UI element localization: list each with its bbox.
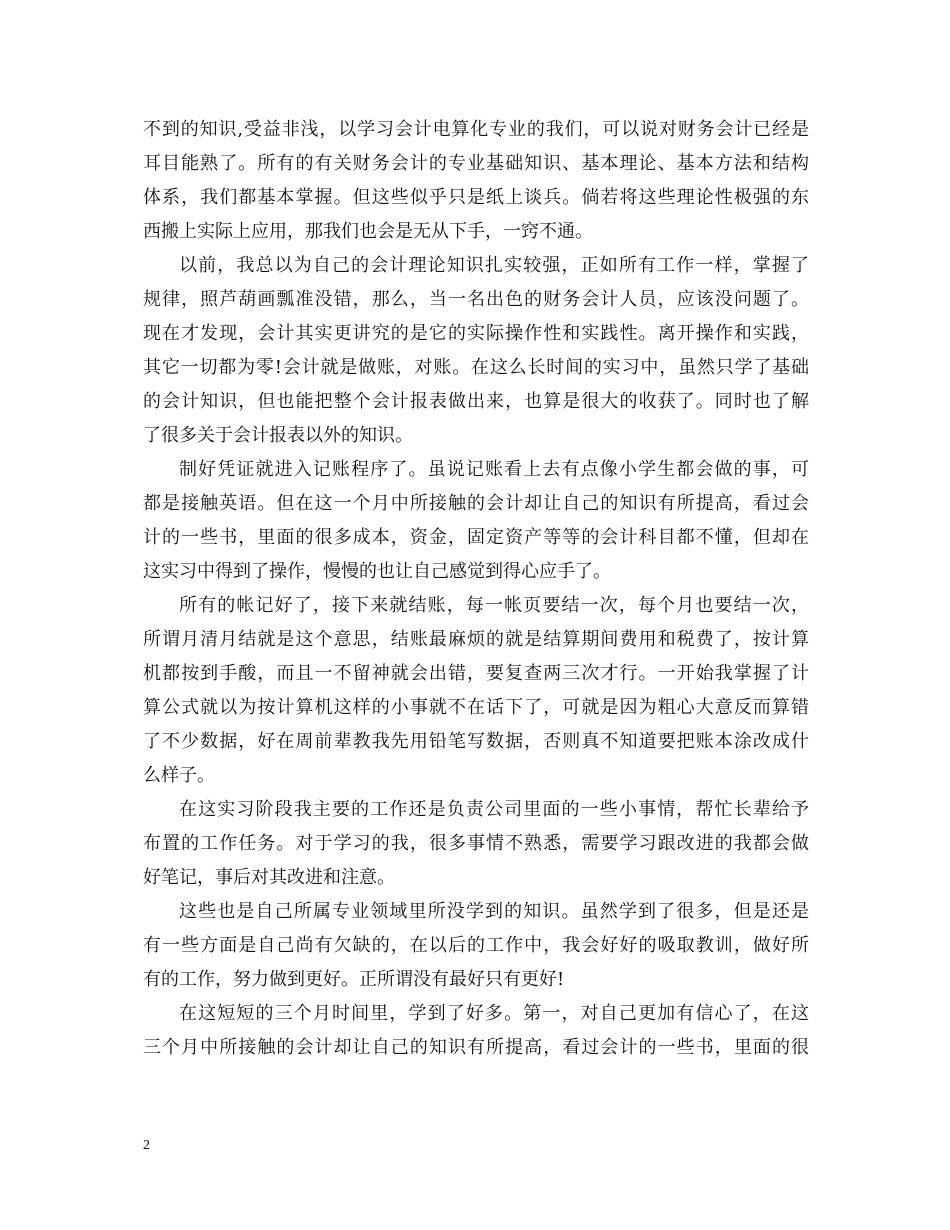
text-line: 在这短短的三个月时间里，学到了好多。第一，对自己更加有信心了，在这 <box>179 1003 809 1024</box>
text-line: 好笔记，事后对其改进和注意。 <box>143 867 395 888</box>
text-line: 体系，我们都基本掌握。但这些似乎只是纸上谈兵。倘若将这些理论性极强的东 <box>143 187 809 208</box>
text-line: 么样子。 <box>143 765 215 786</box>
text-line: 算公式就以为按计算机这样的小事就不在话下了，可就是因为粗心大意反而算错 <box>143 697 809 718</box>
paragraph-2 <box>143 249 809 453</box>
text-line: 机都按到手酸，而且一不留神就会出错，要复查两三次才行。一开始我掌握了计 <box>143 663 809 684</box>
page-number: 2 <box>143 1138 150 1153</box>
text-line: 现在才发现，会计其实更讲究的是它的实际操作性和实践性。离开操作和实践， <box>143 323 809 344</box>
text-line: 的会计知识，但也能把整个会计报表做出来，也算是很大的收获了。同时也了解 <box>143 391 809 412</box>
paragraph-5 <box>143 793 809 895</box>
text-line: 有的工作，努力做到更好。正所谓没有最好只有更好! <box>143 969 565 990</box>
paragraph-3 <box>143 453 809 589</box>
text-line: 了很多关于会计报表以外的知识。 <box>143 425 413 446</box>
text-line: 计的一些书，里面的很多成本，资金，固定资产等等的会计科目都不懂，但却在 <box>143 527 809 548</box>
text-line: 三个月中所接触的会计却让自己的知识有所提高，看过会计的一些书，里面的很 <box>143 1037 809 1058</box>
text-line: 制好凭证就进入记账程序了。虽说记账看上去有点像小学生都会做的事，可 <box>179 459 809 480</box>
text-line: 这些也是自己所属专业领域里所没学到的知识。虽然学到了很多，但是还是 <box>179 901 809 922</box>
paragraph-6 <box>143 895 809 997</box>
text-line: 所有的帐记好了，接下来就结账，每一帐页要结一次，每个月也要结一次， <box>179 595 809 616</box>
text-line: 了不少数据，好在周前辈教我先用铅笔写数据，否则真不知道要把账本涂改成什 <box>143 731 809 752</box>
text-line: 不到的知识,受益非浅，以学习会计电算化专业的我们，可以说对财务会计已经是 <box>143 119 809 140</box>
text-line: 有一些方面是自己尚有欠缺的，在以后的工作中，我会好好的吸取教训，做好所 <box>143 935 809 956</box>
paragraph-4 <box>143 589 809 793</box>
text-line: 其它一切都为零!会计就是做账，对账。在这么长时间的实习中，虽然只学了基础 <box>143 357 809 378</box>
text-line: 以前，我总以为自己的会计理论知识扎实较强，正如所有工作一样，掌握了 <box>179 255 809 276</box>
paragraph-7 <box>143 997 809 1065</box>
text-line: 西搬上实际上应用，那我们也会是无从下手，一窍不通。 <box>143 221 593 242</box>
text-line: 所谓月清月结就是这个意思，结账最麻烦的就是结算期间费用和税费了，按计算 <box>143 629 809 650</box>
text-line: 在这实习阶段我主要的工作还是负责公司里面的一些小事情，帮忙长辈给予 <box>179 799 809 820</box>
text-line: 布置的工作任务。对于学习的我，很多事情不熟悉，需要学习跟改进的我都会做 <box>143 833 809 854</box>
text-line: 规律，照芦葫画瓢准没错，那么，当一名出色的财务会计人员，应该没问题了。 <box>143 289 809 310</box>
text-line: 耳目能熟了。所有的有关财务会计的专业基础知识、基本理论、基本方法和结构 <box>143 153 809 174</box>
text-line: 都是接触英语。但在这一个月中所接触的会计却让自己的知识有所提高，看过会 <box>143 493 809 514</box>
paragraph-1 <box>143 113 809 249</box>
document-body <box>143 113 809 1065</box>
text-line: 这实习中得到了操作，慢慢的也让自己感觉到得心应手了。 <box>143 561 611 582</box>
